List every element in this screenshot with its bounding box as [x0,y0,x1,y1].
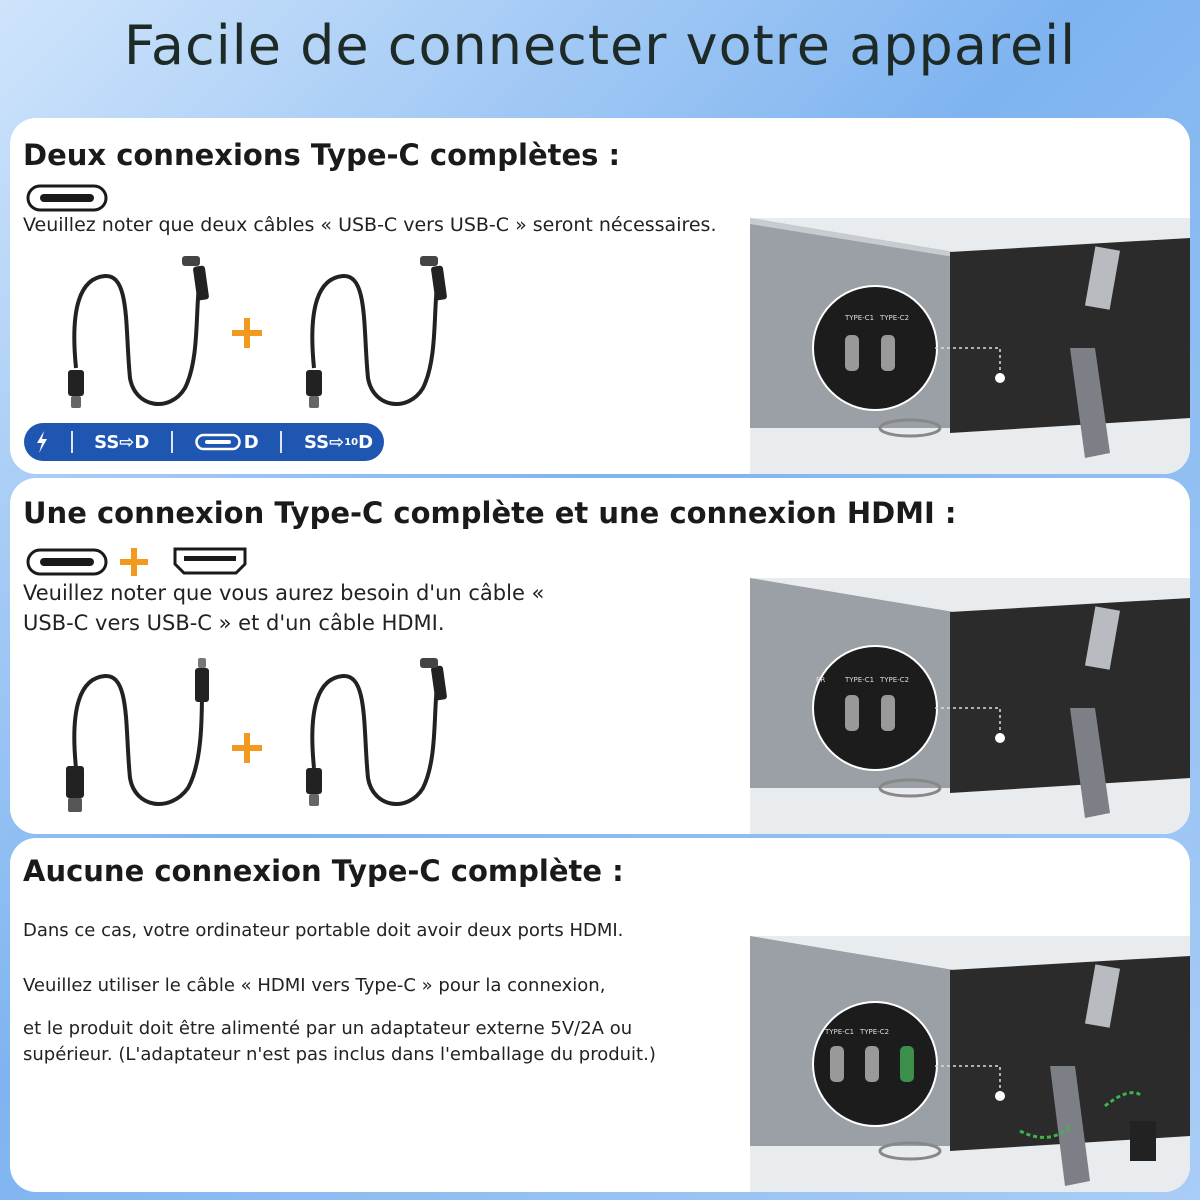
plus-icon [232,733,262,763]
usb-c-port-icon [26,548,108,576]
section-heading: Aucune connexion Type-C complète : [23,854,624,888]
section-no-typec [10,838,1190,1192]
port-label: TYPE-C1 [845,314,875,322]
plus-icon [120,548,148,576]
note-line: Veuillez noter que vous aurez besoin d'un câble « [23,581,545,605]
cable-icon [288,248,468,418]
usb-c-displayport-badge [195,432,259,453]
superspeed-10-badge: SS ⇨ 10 D [303,431,374,453]
monitor-ports-photo [750,218,1190,474]
section-heading: Une connexion Type-C complète et une connexion HDMI : [23,496,957,530]
displayport-icon: D [134,431,150,453]
usb-c-port-icon [26,184,108,212]
thunderbolt-icon [35,431,49,453]
main-title: Facile de connecter votre appareil [123,14,1077,77]
section-heading: Deux connexions Type-C complètes : [23,138,621,172]
cable-icon [50,658,230,828]
section-note [23,578,544,638]
section-two-typec [10,118,1190,474]
monitor-ports-photo [750,936,1190,1192]
cable-icon [50,248,230,418]
hdmi-port-icon [172,546,248,576]
plus-icon [232,318,262,348]
port-label: TYPE-C2 [880,676,910,684]
protocol-badge-bar [24,423,384,461]
port-label: TYPE-C2 [860,1028,890,1036]
port-label: TYPE-C1 [825,1028,855,1036]
monitor-ports-photo [750,578,1190,834]
displayport-icon: D [358,431,374,453]
section-text: Veuillez utiliser le câble « HDMI vers Type-C » pour la connexion, [23,975,606,996]
section-text: et le produit doit être alimenté par un adaptateur externe 5V/2A ou supérieur. (L'adaptateur n'est pas inclus dans l'emballage du produit.) [23,1018,656,1065]
displayport-icon: D [243,431,259,453]
section-typec-hdmi [10,478,1190,834]
port-label: TYPE-C2 [880,314,910,322]
cable-icon [288,658,468,828]
note-line: USB-C vers USB-C » et d'un câble HDMI. [23,611,445,635]
superspeed-badge: SS ⇨ D [94,431,150,453]
section-note: Veuillez noter que deux câbles « USB-C vers USB-C » seront nécessaires. [23,214,717,236]
port-label: ER [816,676,826,684]
section-text: Dans ce cas, votre ordinateur portable doit avoir deux ports HDMI. [23,920,624,941]
port-label: TYPE-C1 [845,676,875,684]
